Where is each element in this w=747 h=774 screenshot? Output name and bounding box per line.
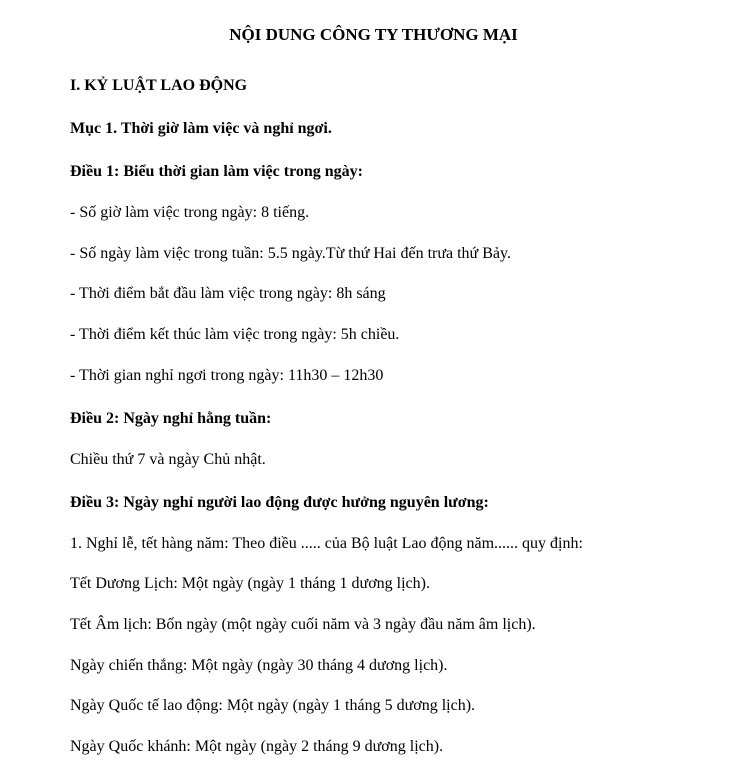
body-line-tet-duong-lich: Tết Dương Lịch: Một ngày (ngày 1 tháng 1 dương lịch). [70,575,430,592]
body-line-ngay-quoc-te-lao-dong: Ngày Quốc tế lao động: Một ngày (ngày 1 tháng 5 dương lịch). [70,697,476,714]
article-heading-dieu-3: Điều 3: Ngày nghỉ người lao động được hưởng nguyên lương: [70,494,489,511]
bullet-line-end-time: - Thời điểm kết thúc làm việc trong ngày: 5h chiều. [70,326,400,343]
bullet-line-rest-time: - Thời gian nghỉ ngơi trong ngày: 11h30 – 12h30 [70,367,384,384]
article-heading-dieu-2: Điều 2: Ngày nghỉ hằng tuần: [70,410,272,427]
bullet-line-days-per-week: - Số ngày làm việc trong tuần: 5.5 ngày.Từ thứ Hai đến trưa thứ Bảy. [70,245,511,262]
article-heading-dieu-1: Điều 1: Biểu thời gian làm việc trong ngày: [70,163,364,180]
subsection-heading-muc-1: Mục 1. Thời giờ làm việc và nghỉ ngơi. [70,120,332,137]
bullet-line-hours-per-day: - Số giờ làm việc trong ngày: 8 tiếng. [70,204,310,221]
body-line-ngay-quoc-khanh: Ngày Quốc khánh: Một ngày (ngày 2 tháng 9 dương lịch). [70,738,444,755]
section-heading-ky-luat-lao-dong: I. KỶ LUẬT LAO ĐỘNG [70,77,248,94]
document-title: NỘI DUNG CÔNG TY THƯƠNG MẠI [229,25,518,44]
body-line-ngay-chien-thang: Ngày chiến thắng: Một ngày (ngày 30 tháng 4 dương lịch). [70,657,448,674]
body-line-holiday-intro: 1. Nghỉ lễ, tết hàng năm: Theo điều ..... của Bộ luật Lao động năm...... quy định: [70,535,583,552]
body-line-weekly-rest: Chiều thứ 7 và ngày Chủ nhật. [70,451,266,468]
body-line-tet-am-lich: Tết Âm lịch: Bốn ngày (một ngày cuối năm và 3 ngày đầu năm âm lịch). [70,616,536,633]
bullet-line-start-time: - Thời điểm bắt đầu làm việc trong ngày: 8h sáng [70,285,386,302]
